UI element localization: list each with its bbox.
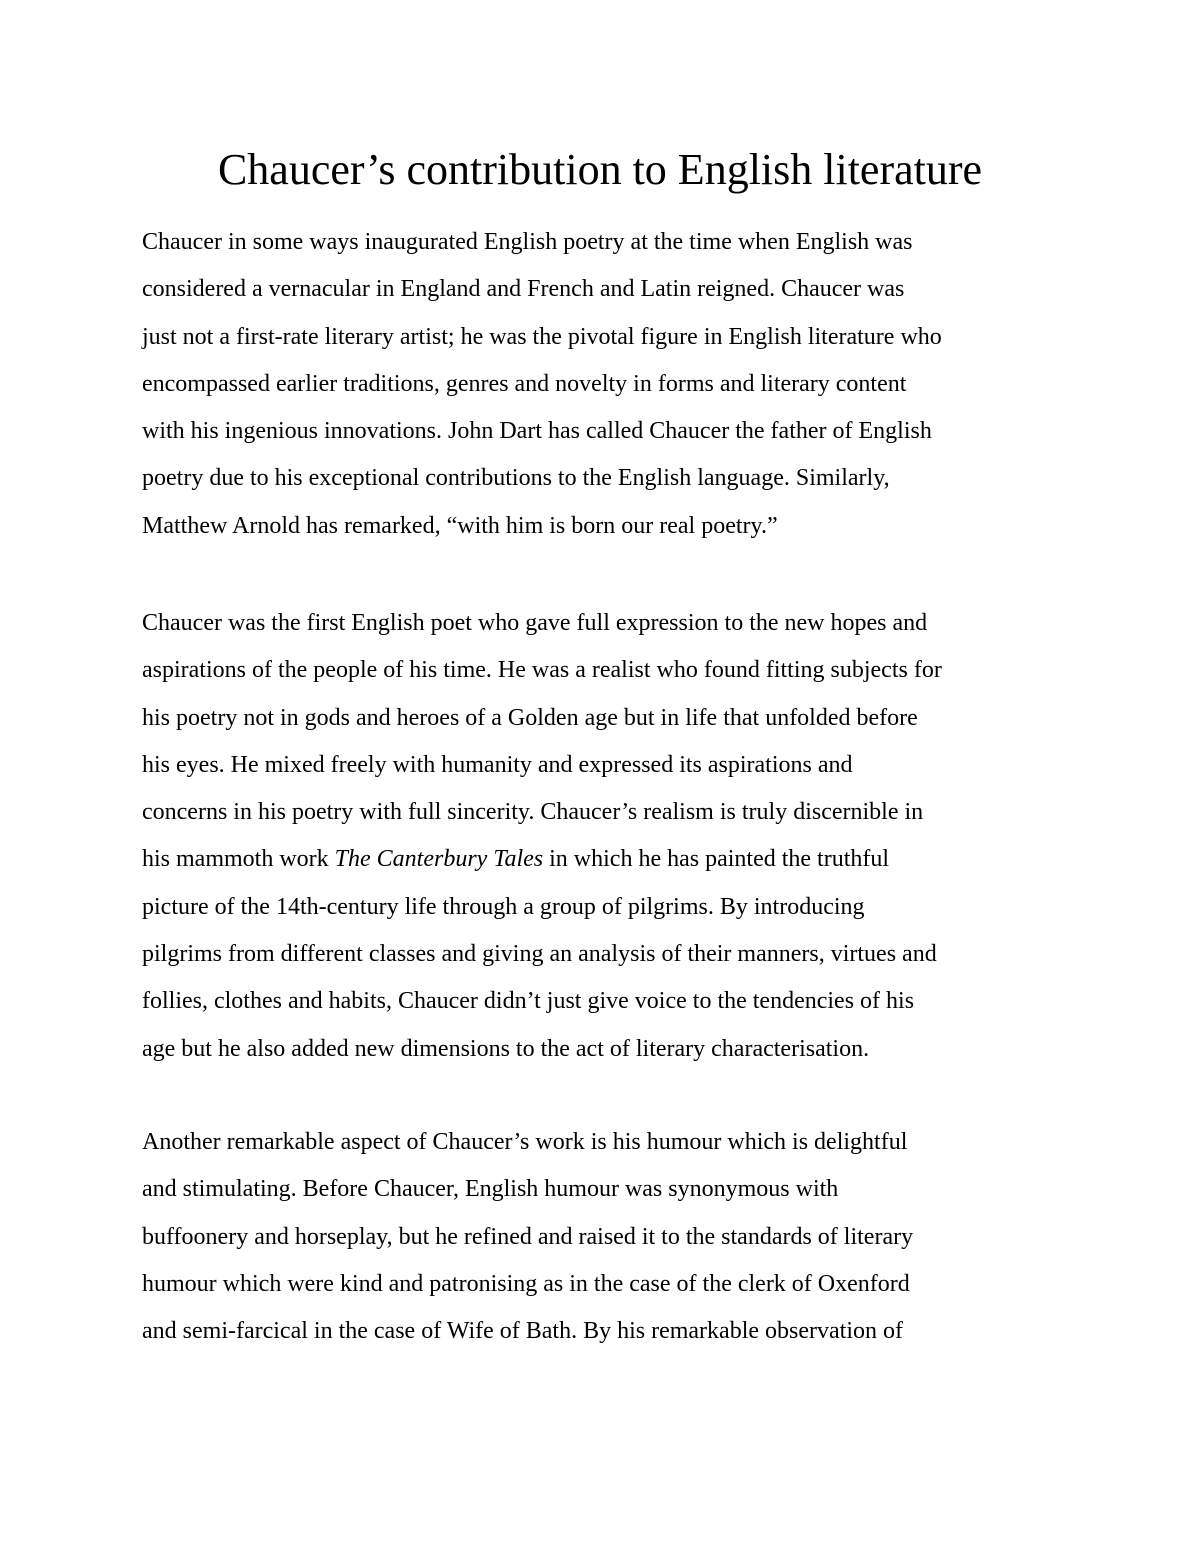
text-line: aspirations of the people of his time. He was a realist who found fitting subjects for — [142, 657, 942, 684]
text-line: Chaucer was the first English poet who gave full expression to the new hopes and — [142, 610, 928, 636]
text-line: his poetry not in gods and heroes of a Golden age but in life that unfolded before — [142, 704, 918, 731]
text-line: and stimulating. Before Chaucer, English humour was synonymous with — [142, 1176, 839, 1203]
paragraph-3 — [142, 1119, 1072, 1355]
text-line: Another remarkable aspect of Chaucer’s work is his humour which is delightful — [142, 1129, 908, 1155]
text-segment: his mammoth work — [142, 846, 335, 873]
paragraph-2 — [142, 600, 1072, 1073]
text-line: age but he also added new dimensions to the act of literary characterisation. — [142, 1035, 870, 1062]
text-line: buffoonery and horseplay, but he refined and raised it to the standards of literary — [142, 1223, 914, 1250]
text-line: Matthew Arnold has remarked, “with him is born our real poetry.” — [142, 512, 778, 539]
text-line: and semi-farcical in the case of Wife of Bath. By his remarkable observation of — [142, 1318, 903, 1345]
text-line-with-title — [142, 836, 1072, 883]
text-line: his eyes. He mixed freely with humanity and expressed its aspirations and — [142, 751, 853, 778]
text-segment: in which he has painted the truthful — [543, 846, 890, 873]
text-line: concerns in his poetry with full sincerity. Chaucer’s realism is truly discernible in — [142, 799, 924, 826]
text-line: poetry due to his exceptional contributions to the English language. Similarly, — [142, 465, 890, 492]
paragraph-1 — [142, 219, 1072, 550]
text-line: with his ingenious innovations. John Dart has called Chaucer the father of English — [142, 418, 932, 445]
text-line: encompassed earlier traditions, genres and novelty in forms and literary content — [142, 370, 907, 397]
text-line: humour which were kind and patronising as in the case of the clerk of Oxenford — [142, 1270, 910, 1297]
text-line: considered a vernacular in England and French and Latin reigned. Chaucer was — [142, 276, 905, 303]
text-line: Chaucer in some ways inaugurated English poetry at the time when English was — [142, 229, 913, 255]
book-title: The Canterbury Tales — [334, 846, 544, 873]
text-line: picture of the 14th-century life through a group of pilgrims. By introducing — [142, 893, 865, 920]
text-line: pilgrims from different classes and giving an analysis of their manners, virtues and — [142, 941, 937, 968]
text-line: just not a first-rate literary artist; he was the pivotal figure in English literature who — [142, 323, 942, 350]
document-title: Chaucer’s contribution to English literature — [217, 145, 983, 194]
text-line: follies, clothes and habits, Chaucer didn’t just give voice to the tendencies of his — [142, 988, 915, 1015]
